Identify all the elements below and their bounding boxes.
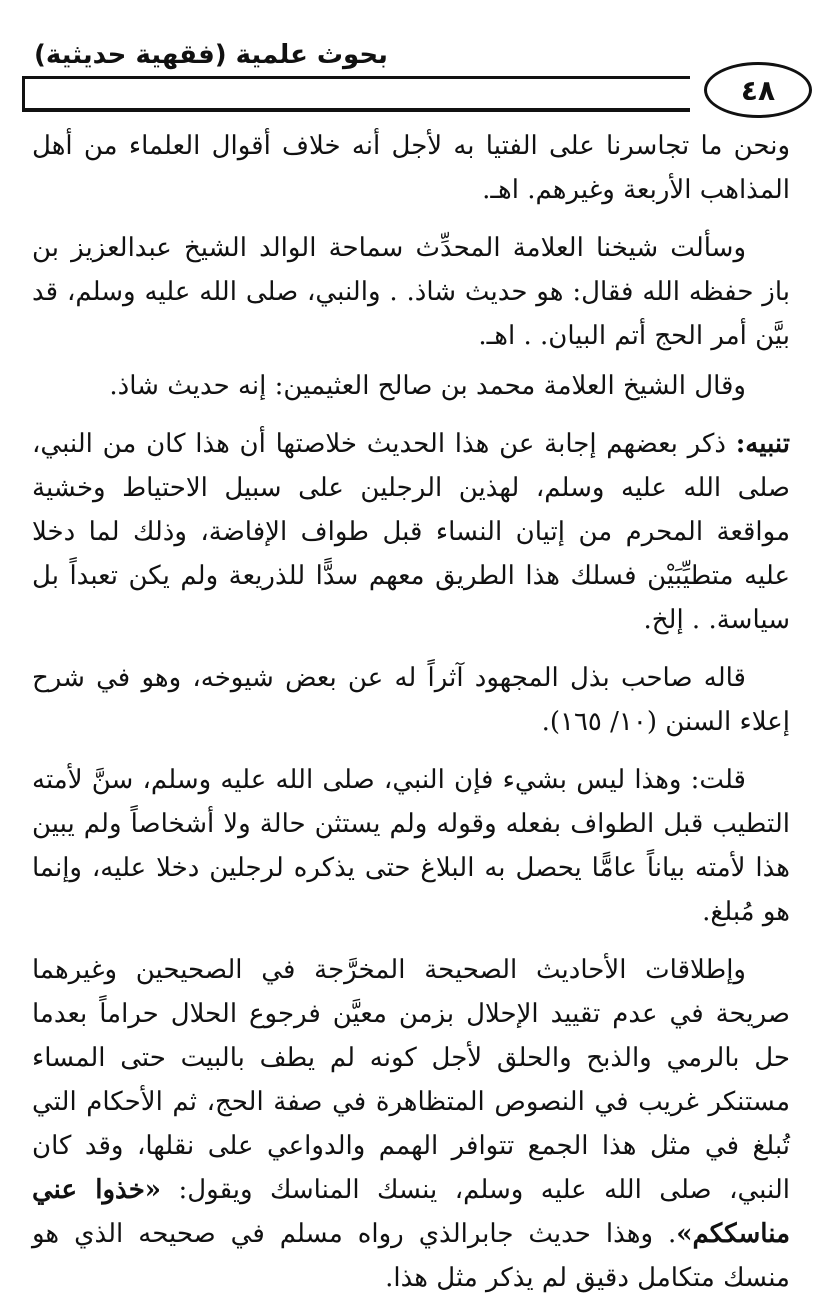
paragraph-1: ونحن ما تجاسرنا على الفتيا به لأجل أنه خلاف أقوال العلماء من أهل المذاهب الأربعة وغيرهم. اهـ. (32, 131, 790, 205)
paragraph-3: وقال الشيخ العلامة محمد بن صالح العثيمين: إنه حديث شاذ. (109, 371, 746, 401)
paragraph-2: وسألت شيخنا العلامة المحدِّث سماحة الوالد الشيخ عبدالعزيز بن باز حفظه الله فقال: هو حديث شاذ. . والنبي، صلى الله عليه وسلم، قد بيَّن أمر الحج أتم البيان. . اهـ. (32, 233, 790, 351)
page-header (22, 24, 812, 114)
note-text: ذكر بعضهم إجابة عن هذا الحديث خلاصتها أن هذا كان من النبي، صلى الله عليه وسلم، لهذين الرجلين على سبيل الاحتياط وخشية مواقعة المحرم من إتيان النساء قبل طواف الإفاضة، وذلك لما دخلا عليه متطيِّبَيْن فسلك هذا الطريق معهم سدًّا للذريعة ولم يكن تعبداً بل سياسة. . إلخ. (32, 429, 791, 635)
quoted-hadith: «خذوا عني مناسككم» (32, 1175, 790, 1249)
paragraph-7-text-before: وإطلاقات الأحاديث الصحيحة المخرَّجة في الصحيحين وغيرهما صريحة في عدم تقييد الإحلال بزمن معيَّن فرجوع الحلال حراماً بعدما حل بالرمي والذبح والحلق لأجل كونه لم يطف بالبيت حتى المساء مستنكر غريب في النصوص المتظاهرة في صفة الحج، ثم الأحكام التي تُبلغ في مثل هذا الجمع تتوافر الهمم والدواعي على نقلها، وقد كان النبي، صلى الله عليه وسلم، ينسك المناسك ويقول: (32, 955, 791, 1205)
note-label: تنبيه: (735, 429, 790, 459)
paragraph-7-text-after: . وهذا حديث جابرالذي رواه مسلم في صحيحه الذي هو منسك متكامل دقيق لم يذكر مثل هذا. (32, 1219, 790, 1293)
paragraph-7 (32, 948, 790, 1300)
page-body (32, 124, 790, 1314)
page-number: ٤٨ (704, 62, 812, 118)
paragraph-5: قاله صاحب بذل المجهود آثراً له عن بعض شيوخه، وهو في شرح إعلاء السنن (١٠/ ١٦٥). (32, 663, 790, 737)
running-title: بحوث علمية (فقهية حديثية) (34, 40, 388, 70)
paragraph-4 (32, 422, 790, 642)
header-rule-frame (22, 76, 690, 112)
paragraph-6: قلت: وهذا ليس بشيء فإن النبي، صلى الله عليه وسلم، سنَّ لأمته التطيب قبل الطواف بفعله وقوله ولم يستثن حالة ولا أشخاصاً ولم يبين هذا لأمته بياناً عامًّا يحصل به البلاغ حتى يذكره لرجلين دخلا عليه، وإنما هو مُبلغ. (32, 765, 790, 927)
